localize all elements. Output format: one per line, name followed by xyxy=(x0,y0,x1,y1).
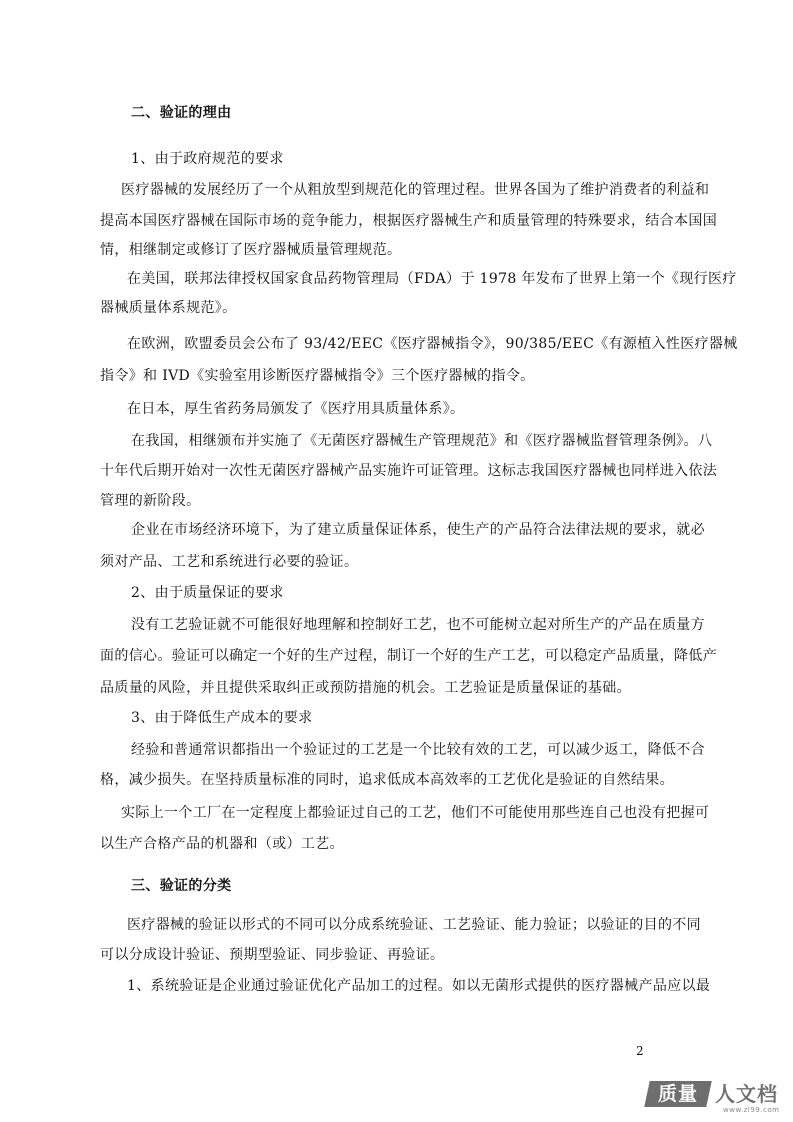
paragraph-line: 品质量的风险，并且提供采取纠正或预防措施的机会。工艺验证是质量保证的基础。 xyxy=(100,680,631,696)
paragraph-line: 在欧洲，欧盟委员会公布了 93/42/EEC《医疗器械指令》，90/385/EEC《有源植入性医疗器械 xyxy=(127,336,738,352)
paragraph-line: 没有工艺验证就不可能很好地理解和控制好工艺，也不可能树立起对所生产的产品在质量方 xyxy=(131,617,705,633)
paragraph-line: 以生产合格产品的机器和（或）工艺。 xyxy=(100,836,344,852)
paragraph-line: 医疗器械的验证以形式的不同可以分成系统验证、工艺验证、能力验证；以验证的目的不同 xyxy=(127,917,701,933)
paragraph-line: 实际上一个工厂在一定程度上都验证过自己的工艺，他们不可能使用那些连自己也没有把握可 xyxy=(121,805,710,821)
section-heading-classification: 三、验证的分类 xyxy=(131,878,232,894)
subheading-quality-assurance: 2、由于质量保证的要求 xyxy=(131,585,284,601)
watermark-box-text: 质量 xyxy=(657,1083,698,1105)
paragraph-line: 十年代后期开始对一次性无菌医疗器械产品实施许可证管理。这标志我国医疗器械也同样进入依法 xyxy=(100,463,718,479)
paragraph-line: 器械质量体系规范》。 xyxy=(100,300,237,316)
paragraph-line: 在日本，厚生省药务局颁发了《医疗用具质量体系》。 xyxy=(127,401,465,417)
paragraph-line: 1、系统验证是企业通过验证优化产品加工的过程。如以无菌形式提供的医疗器械产品应以最 xyxy=(127,978,711,994)
paragraph-line: 在我国，相继颁布并实施了《无菌医疗器械生产管理规范》和《医疗器械监督管理条例》。八 xyxy=(131,433,713,449)
watermark-name: 人文档 xyxy=(715,1082,778,1106)
subheading-reduce-cost: 3、由于降低生产成本的要求 xyxy=(131,710,313,726)
paragraph-line: 面的信心。验证可以确定一个好的生产过程，制订一个好的生产工艺，可以稳定产品质量，降低产 xyxy=(100,648,718,664)
paragraph-line: 可以分成设计验证、预期型验证、同步验证、再验证。 xyxy=(100,947,445,963)
paragraph-line: 须对产品、工艺和系统进行必要的验证。 xyxy=(100,554,359,570)
page-number: 2 xyxy=(636,1044,644,1058)
paragraph-line: 指令》和 IVD《实验室用诊断医疗器械指令》三个医疗器械的指令。 xyxy=(100,368,535,384)
paragraph-line: 管理的新阶段。 xyxy=(100,493,201,509)
paragraph-line: 医疗器械的发展经历了一个从粗放型到规范化的管理过程。世界各国为了维护消费者的利益和 xyxy=(121,182,710,198)
watermark-logo xyxy=(647,1078,787,1118)
watermark-box xyxy=(644,1081,712,1107)
paragraph-line: 在美国，联邦法律授权国家食品药物管理局（FDA）于 1978 年发布了世界上第一个《现行医疗 xyxy=(127,271,737,287)
section-heading-reasons: 二、验证的理由 xyxy=(131,105,232,121)
paragraph-line: 经验和普通常识都指出一个验证过的工艺是一个比较有效的工艺，可以减少返工，降低不合 xyxy=(131,742,705,758)
watermark-url: www.zl99.com xyxy=(723,1106,780,1114)
paragraph-line: 情，相继制定或修订了医疗器械质量管理规范。 xyxy=(100,242,402,258)
subheading-government: 1、由于政府规范的要求 xyxy=(131,151,284,167)
paragraph-line: 提高本国医疗器械在国际市场的竞争能力，根据医疗器械生产和质量管理的特殊要求，结合本国国 xyxy=(100,213,718,229)
paragraph-line: 格，减少损失。在坚持质量标准的同时，追求低成本高效率的工艺优化是验证的自然结果。 xyxy=(100,772,674,788)
paragraph-line: 企业在市场经济环境下，为了建立质量保证体系，使生产的产品符合法律法规的要求，就必 xyxy=(131,522,705,538)
